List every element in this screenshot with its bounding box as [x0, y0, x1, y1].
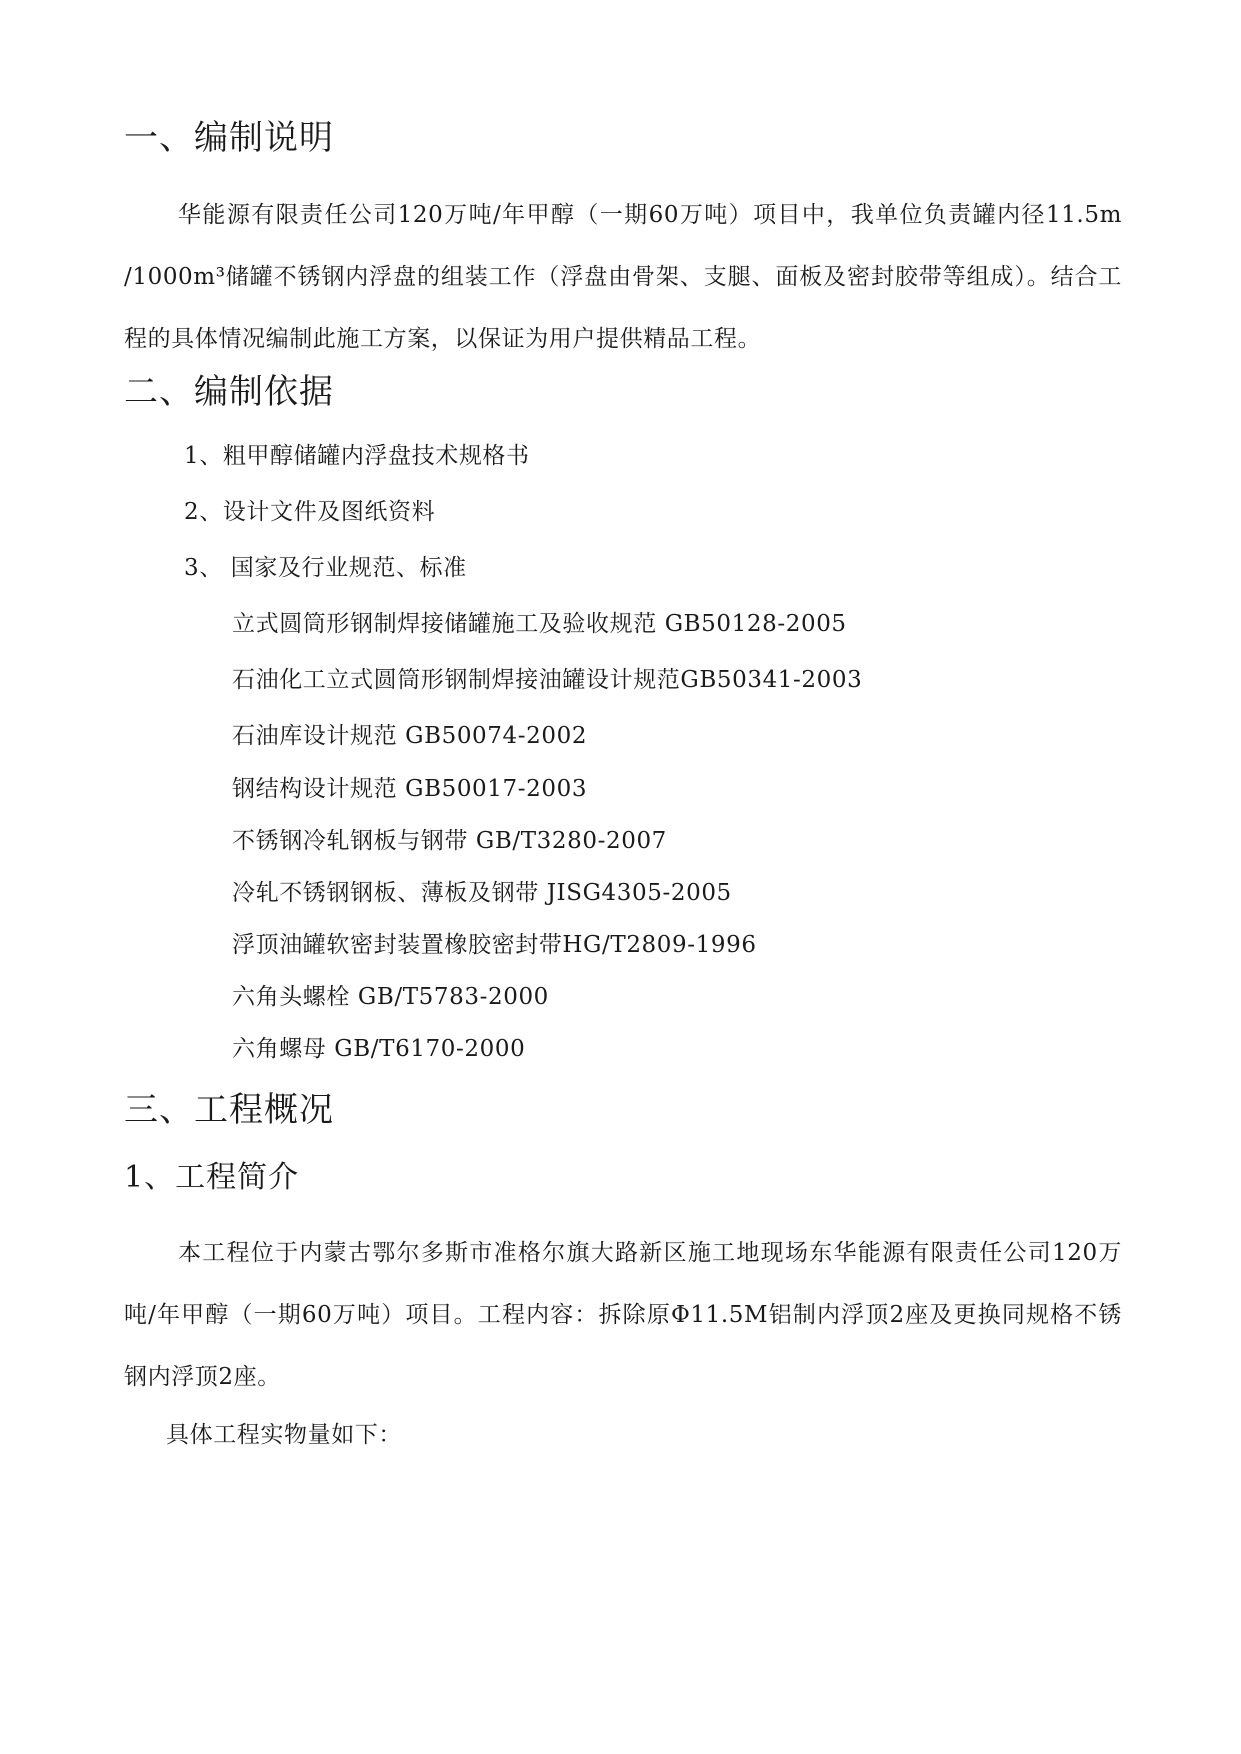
section-1-heading: 一、编制说明: [124, 118, 334, 158]
standard-3: 石油库设计规范 GB50074-2002: [232, 723, 588, 749]
section-2-heading: 二、编制依据: [124, 372, 334, 412]
section-3-subheading: 1、工程简介: [124, 1160, 300, 1195]
standard-7: 浮顶油罐软密封装置橡胶密封带HG/T2809-1996: [232, 932, 757, 958]
quantities-intro: 具体工程实物量如下：: [166, 1422, 402, 1448]
standard-2: 石油化工立式圆筒形钢制焊接油罐设计规范GB50341-2003: [232, 667, 863, 693]
standard-6: 冷轧不锈钢钢板、薄板及钢带 JISG4305-2005: [232, 880, 732, 906]
basis-item-3: 3、 国家及行业规范、标准: [184, 555, 467, 581]
standard-4: 钢结构设计规范 GB50017-2003: [232, 776, 588, 802]
standard-1: 立式圆筒形钢制焊接储罐施工及验收规范 GB50128-2005: [232, 611, 847, 637]
section-3-paragraph: 本工程位于内蒙古鄂尔多斯市准格尔旗大路新区施工地现场东华能源有限责任公司120万吨/年甲醇（一期60万吨）项目。工程内容：拆除原Φ11.5M铝制内浮顶2座及更换同规格不锈钢内浮顶2座。: [124, 1240, 1122, 1390]
basis-item-2: 2、设计文件及图纸资料: [184, 499, 436, 525]
section-1-paragraph: 华能源有限责任公司120万吨/年甲醇（一期60万吨）项目中，我单位负责罐内径11.5m /1000m³储罐不锈钢内浮盘的组装工作（浮盘由骨架、支腿、面板及密封胶带等组成）。结合工程的具体情况编制此施工方案，以保证为用户提供精品工程。: [124, 202, 1122, 352]
standard-5: 不锈钢冷轧钢板与钢带 GB/T3280-2007: [232, 828, 667, 854]
basis-item-1: 1、粗甲醇储罐内浮盘技术规格书: [184, 443, 530, 469]
section-3-heading: 三、工程概况: [124, 1090, 334, 1130]
standard-8: 六角头螺栓 GB/T5783-2000: [232, 984, 549, 1010]
standard-9: 六角螺母 GB/T6170-2000: [232, 1036, 526, 1062]
